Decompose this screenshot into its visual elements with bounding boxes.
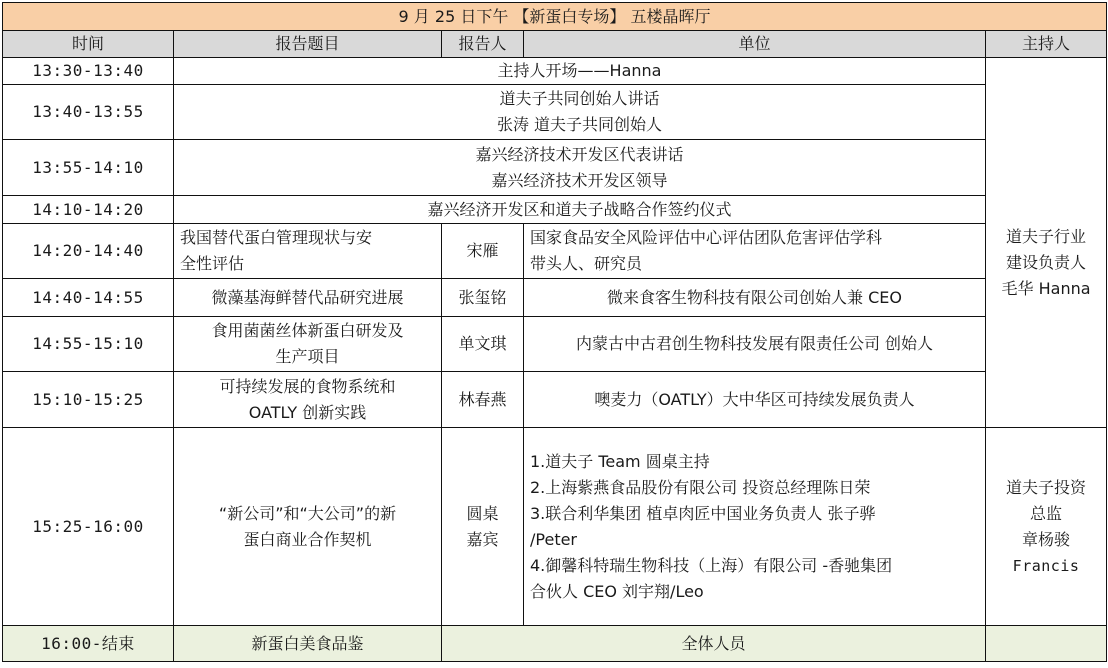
host-cell-1: [986, 58, 1107, 428]
table-row: [3, 317, 1107, 372]
time-cell: 13:55-14:10: [3, 140, 174, 196]
header-time: 时间: [3, 31, 174, 58]
topic-line: 蛋白商业合作契机: [243, 529, 372, 549]
header-host: 主持人: [986, 31, 1107, 58]
merged-line: 主持人开场——Hanna: [497, 61, 662, 80]
table-row: [3, 372, 1107, 428]
unit-line: 4.御馨科特瑞生物科技（上海）有限公司 -香驰集团: [530, 555, 893, 575]
header-unit: 单位: [524, 31, 986, 58]
unit-line: 3.联合利华集团 植卓肉匠中国业务负责人 张子骅: [530, 503, 876, 523]
topic-line: OATLY 创新实践: [248, 402, 367, 422]
speaker-name: 单文琪: [458, 334, 507, 353]
topic-line: 我国替代蛋白管理现状与安: [180, 228, 373, 247]
title-row: [3, 3, 1107, 31]
unit-line: /Peter: [530, 529, 578, 549]
table-row: [3, 279, 1107, 317]
topic-line: 全性评估: [180, 254, 245, 273]
table-row: [3, 140, 1107, 196]
topic-cell: [174, 428, 442, 626]
unit-cell: [524, 317, 986, 372]
speaker-name: 嘉宾: [466, 529, 499, 549]
time-cell: 13:30-13:40: [3, 58, 174, 85]
speaker-cell: [442, 372, 524, 428]
topic-line: 微藻基海鲜替代品研究进展: [211, 287, 404, 307]
table-row: [3, 196, 1107, 224]
topic-line: 新蛋白美食品鉴: [251, 633, 364, 653]
unit-merged-cell: 全体人员: [442, 626, 986, 662]
topic-line: 生产项目: [275, 347, 340, 366]
unit-cell: [524, 372, 986, 428]
speaker-cell: [442, 224, 524, 279]
host-line: 章杨骏: [1022, 529, 1071, 549]
table-row: [3, 626, 1107, 662]
host-cell-2: [986, 428, 1107, 626]
unit-line: 国家食品安全风险评估中心评估团队危害评估学科: [530, 228, 883, 247]
merged-cell: [174, 58, 986, 85]
host-line: Francis: [1012, 556, 1080, 575]
merged-line: 嘉兴经济开发区和道夫子战略合作签约仪式: [427, 199, 732, 219]
table-row: [3, 428, 1107, 626]
topic-cell: [174, 372, 442, 428]
header-row: [3, 31, 1107, 58]
time-cell: 13:40-13:55: [3, 85, 174, 140]
merged-line: 道夫子共同创始人讲话: [499, 89, 660, 108]
host-line: 总监: [1030, 503, 1063, 523]
unit-cell: [524, 224, 986, 279]
unit-line: 内蒙古中古君创生物科技发展有限责任公司 创始人: [575, 334, 934, 353]
topic-cell: [174, 317, 442, 372]
table-row: [3, 85, 1107, 140]
unit-cell: [524, 428, 986, 626]
time-cell: 14:10-14:20: [3, 196, 174, 224]
speaker-cell: [442, 279, 524, 317]
speaker-name: 圆桌: [466, 503, 499, 523]
speaker-name: 宋雁: [466, 241, 499, 260]
merged-cell: [174, 85, 986, 140]
header-speaker: 报告人: [442, 31, 524, 58]
host-line: 道夫子行业: [1006, 226, 1087, 246]
time-cell: 14:55-15:10: [3, 317, 174, 372]
speaker-name: 林春燕: [458, 389, 507, 409]
unit-cell: [524, 279, 986, 317]
unit-line: 微来食客生物科技有限公司创始人兼 CEO: [607, 287, 902, 307]
host-line: 毛华 Hanna: [1001, 278, 1091, 298]
host-line: 道夫子投资: [1006, 477, 1087, 497]
topic-line: “新公司”和“大公司”的新: [218, 503, 397, 523]
unit-line: 合伙人 CEO 刘宇翔/Leo: [530, 581, 704, 601]
topic-cell: [174, 224, 442, 279]
topic-cell: [174, 626, 442, 662]
merged-line: 嘉兴经济技术开发区代表讲话: [475, 144, 684, 164]
time-cell: 15:10-15:25: [3, 372, 174, 428]
time-cell: 15:25-16:00: [3, 428, 174, 626]
time-cell: 16:00-结束: [3, 626, 174, 662]
table-row: [3, 224, 1107, 279]
merged-cell: [174, 140, 986, 196]
unit-line: 1.道夫子 Team 圆桌主持: [530, 451, 710, 471]
speaker-cell: [442, 317, 524, 372]
unit-line: 噢麦力（OATLY）大中华区可持续发展负责人: [594, 389, 915, 409]
merged-line: 张涛 道夫子共同创始人: [496, 115, 663, 134]
host-cell-empty: [986, 626, 1107, 662]
unit-line: 2.上海紫燕食品股份有限公司 投资总经理陈日荣: [530, 477, 871, 497]
table-row: [3, 58, 1107, 85]
session-title: 9 月 25 日下午 【新蛋白专场】 五楼晶晖厅: [3, 3, 1107, 31]
host-line: 建设负责人: [1006, 252, 1087, 272]
topic-line: 可持续发展的食物系统和: [219, 376, 396, 396]
unit-line: 带头人、研究员: [530, 254, 643, 273]
time-cell: 14:40-14:55: [3, 279, 174, 317]
topic-cell: [174, 279, 442, 317]
merged-cell: [174, 196, 986, 224]
speaker-cell: [442, 428, 524, 626]
merged-line: 嘉兴经济技术开发区领导: [491, 170, 668, 190]
header-topic: 报告题目: [174, 31, 442, 58]
time-cell: 14:20-14:40: [3, 224, 174, 279]
schedule-table: [2, 2, 1107, 662]
speaker-name: 张玺铭: [458, 287, 507, 307]
topic-line: 食用菌菌丝体新蛋白研发及: [211, 321, 404, 340]
